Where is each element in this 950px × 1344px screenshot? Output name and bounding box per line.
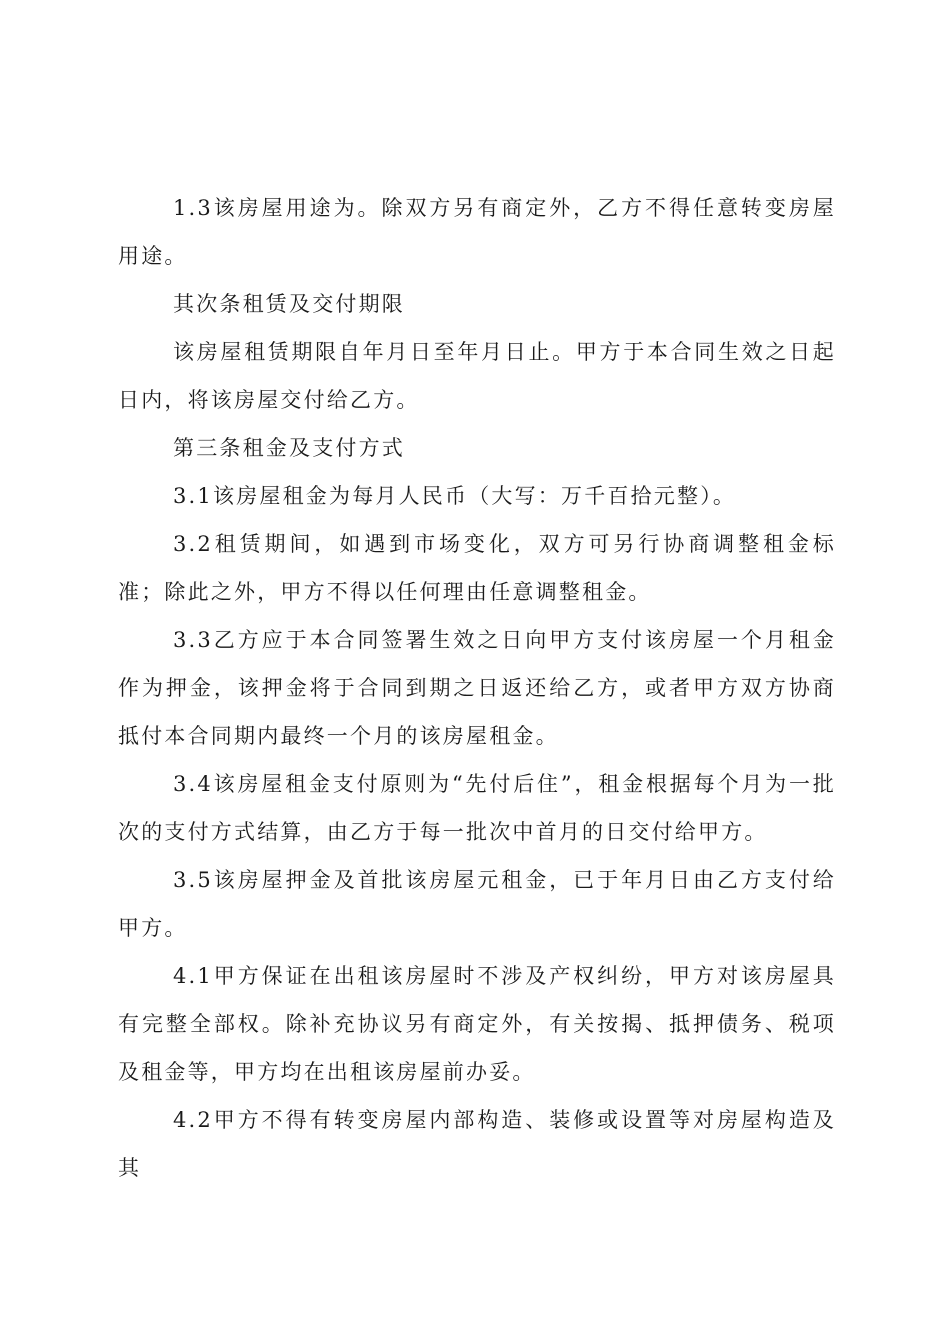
paragraph-3-4-payment: 3.4该房屋租金支付原则为“先付后住”，租金根据每个月为一批次的支付方式结算，由乙方于每一批次中首月的日交付给甲方。 <box>118 772 836 844</box>
heading-article-2: 其次条租赁及交付期限 <box>173 292 405 316</box>
paragraph-lease-term: 该房屋租赁期限自年月日至年月日止。甲方于本合同生效之日起日内，将该房屋交付给乙方。 <box>118 340 836 412</box>
paragraph-3-5-first-payment: 3.5该房屋押金及首批该房屋元租金，已于年月日由乙方支付给甲方。 <box>118 868 836 940</box>
paragraph-3-3-deposit: 3.3乙方应于本合同签署生效之日向甲方支付该房屋一个月租金作为押金，该押金将于合同到期之日返还给乙方，或者甲方双方协商抵付本合同期内最终一个月的该房屋租金。 <box>118 628 836 748</box>
document-body <box>118 184 836 1192</box>
paragraph-4-2-structure: 4.2甲方不得有转变房屋内部构造、装修或设置等对房屋构造及其 <box>118 1108 836 1180</box>
paragraph-4-1-ownership: 4.1甲方保证在出租该房屋时不涉及产权纠纷，甲方对该房屋具有完整全部权。除补充协议另有商定外，有关按揭、抵押债务、税项及租金等，甲方均在出租该房屋前办妥。 <box>118 964 836 1084</box>
paragraph-3-1-rent: 3.1该房屋租金为每月人民币（大写：万千百拾元整）。 <box>173 484 737 508</box>
paragraph-3-2-adjustment: 3.2租赁期间，如遇到市场变化，双方可另行协商调整租金标准；除此之外，甲方不得以任何理由任意调整租金。 <box>118 532 836 604</box>
paragraph-1-3-usage: 1.3该房屋用途为。除双方另有商定外，乙方不得任意转变房屋用途。 <box>118 196 836 268</box>
heading-article-3: 第三条租金及支付方式 <box>173 436 405 460</box>
